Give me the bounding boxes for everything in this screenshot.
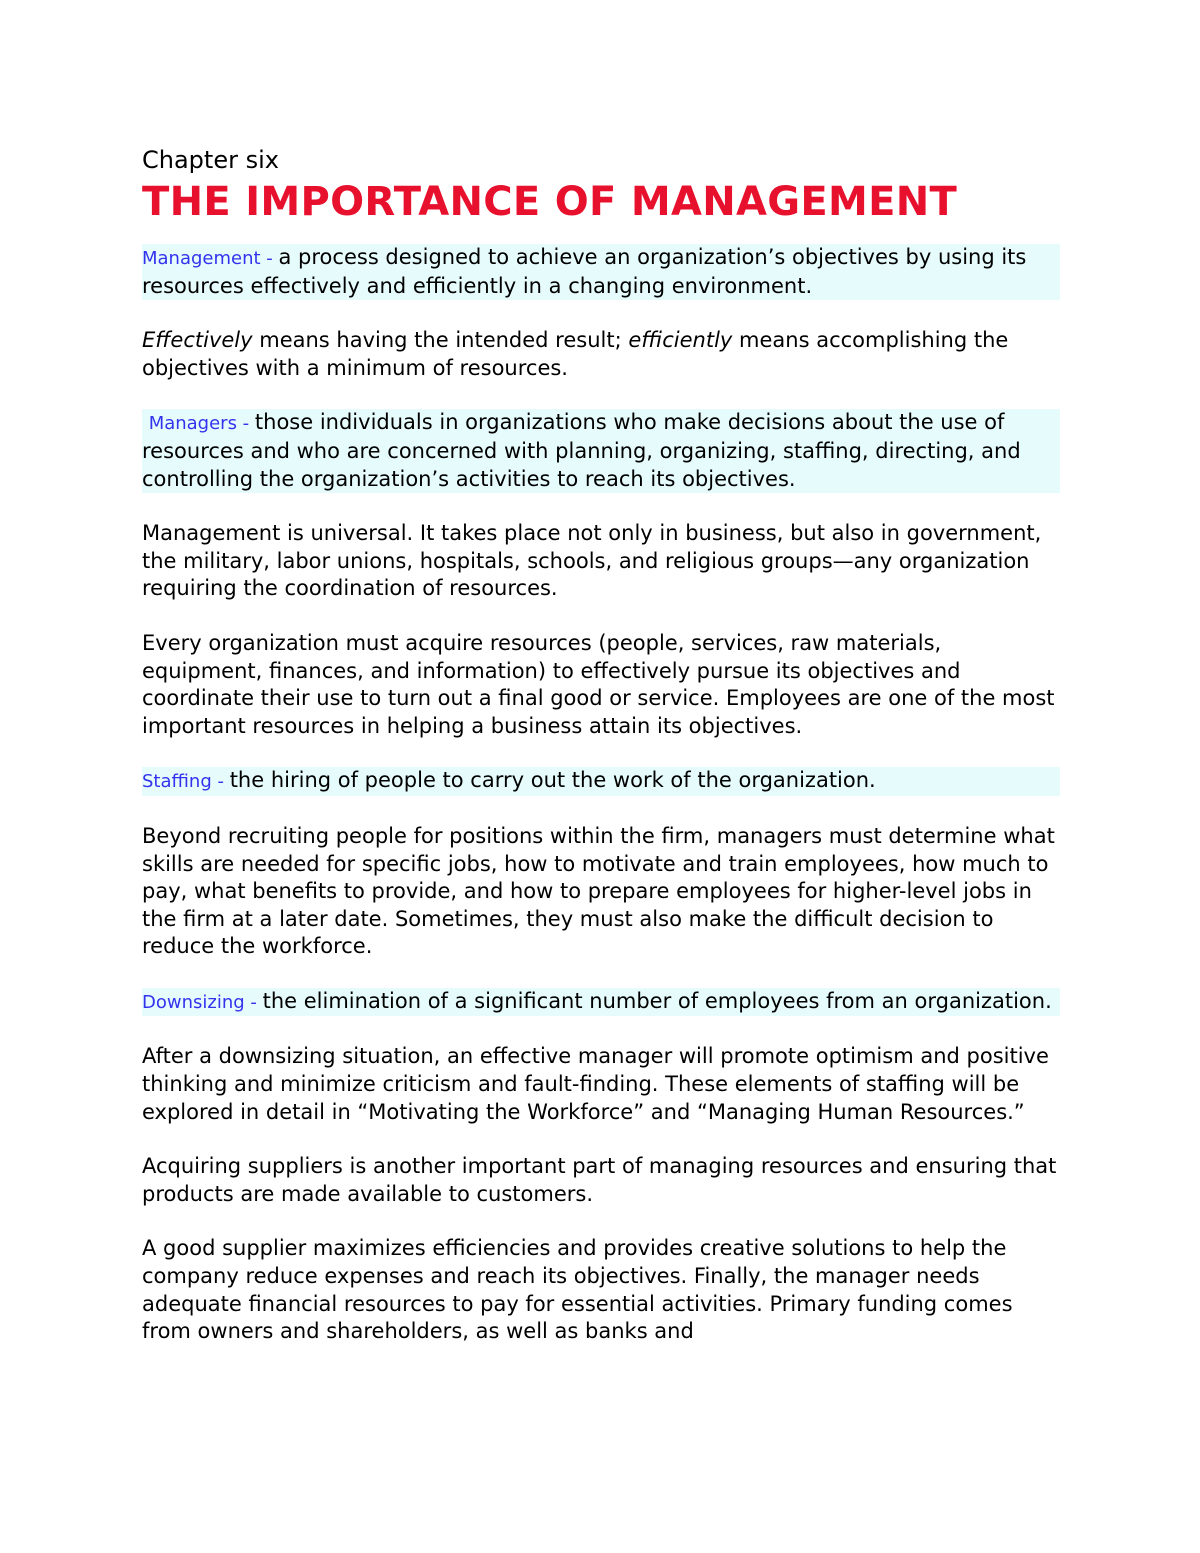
definition-text: the elimination of a significant number of employees from an organization. (262, 988, 1052, 1013)
italic-term: efficiently (628, 328, 733, 353)
definition-staffing (142, 767, 1060, 796)
definition-text: a process designed to achieve an organization’s objectives by using its resources effectively and efficiently in a changing environment. (142, 245, 1027, 298)
document-page (142, 142, 1060, 1373)
definition-term: Managers - (148, 413, 255, 435)
definition-term: Management - (142, 248, 279, 269)
paragraph-beyond: Beyond recruiting people for positions within the firm, managers must determine what skills are needed for specific jobs, how to motivate and train employees, how much to pay, what benefits to provide, and how to prepare employees for higher-level jobs in the firm at a later date. Sometimes, they must also make the difficult decision to reduce the workforce. (142, 823, 1055, 959)
page-title: THE IMPORTANCE OF MANAGEMENT (142, 179, 958, 225)
definition-management (142, 244, 1060, 300)
paragraph-resources: Every organization must acquire resources (people, services, raw materials, equipment, finances, and information) to effectively pursue its objectives and coordinate their use to turn out a final good or service. Employees are one of the most important resources in helping a business attain its objectives. (142, 630, 1055, 738)
chapter-label: Chapter six (142, 146, 279, 174)
paragraph-text: means having the intended result; (252, 328, 629, 353)
definition-managers (142, 409, 1060, 493)
definition-downsizing (142, 988, 1060, 1017)
paragraph-universal: Management is universal. It takes place not only in business, but also in government, the military, labor unions, hospitals, schools, and religious groups—any organization requiring the coordination of resources. (142, 521, 1042, 601)
paragraph-good-supplier: A good supplier maximizes efficiencies and provides creative solutions to help the company reduce expenses and reach its objectives. Finally, the manager needs adequate financial resources to pay for essential activities. Primary funding comes from owners and shareholders, as well as banks and (142, 1236, 1013, 1344)
effectively-paragraph (142, 327, 1060, 382)
definition-text: the hiring of people to carry out the work of the organization. (229, 768, 876, 793)
paragraph-text: means accomplishing the objectives with a minimum of resources. (142, 328, 1009, 380)
definition-term: Staffing - (142, 771, 230, 793)
italic-term: Effectively (142, 328, 253, 353)
definition-term: Downsizing - (142, 991, 263, 1013)
paragraph-after-downsizing: After a downsizing situation, an effective manager will promote optimism and positive thinking and minimize criticism and fault-finding. These elements of staffing will be explored in detail in “Motivating the Workforce” and “Managing Human Resources.” (142, 1044, 1049, 1124)
definition-text: those individuals in organizations who make decisions about the use of resources and who are concerned with planning, organizing, staffing, directing, and controlling the organization’s activities to reach its objectives. (142, 410, 1021, 491)
paragraph-suppliers: Acquiring suppliers is another important part of managing resources and ensuring that products are made available to customers. (142, 1154, 1057, 1206)
